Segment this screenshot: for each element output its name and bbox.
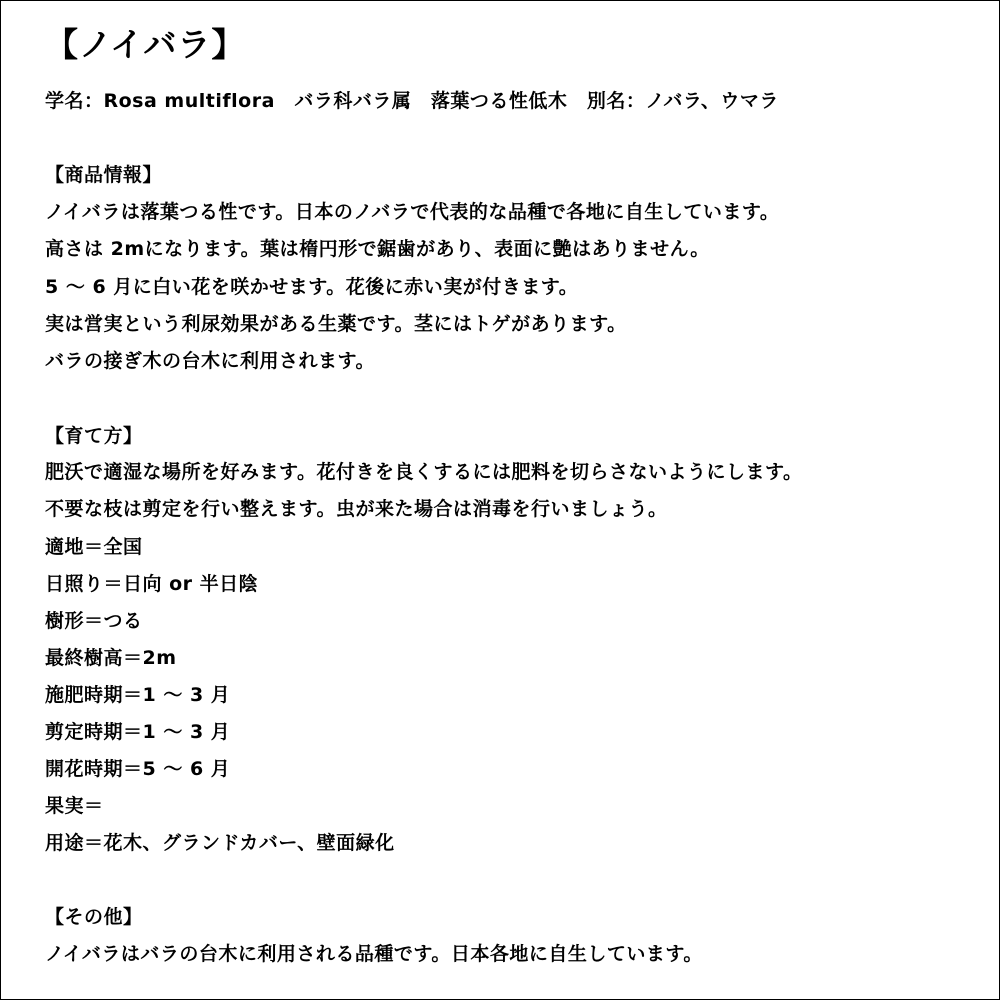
care-line: 肥沃で適湿な場所を好みます。花付きを良くするには肥料を切らさないようにします。: [45, 461, 803, 483]
other-heading: 【その他】: [45, 906, 143, 928]
care-flowering-period: 開花時期＝5 ～ 6 月: [45, 758, 231, 780]
scientific-name-line: 学名：Rosa multiflora バラ科バラ属 落葉つる性低木 別名：ノバラ、ウマラ: [45, 90, 779, 112]
care-sunlight: 日照り＝日向 or 半日陰: [45, 573, 259, 595]
other-line: ノイバラはバラの台木に利用される品種です。日本各地に自生しています。: [45, 943, 703, 965]
product-info-line: 5 ～ 6 月に白い花を咲かせます。花後に赤い実が付きます。: [45, 276, 579, 298]
care-fruit: 果実＝: [45, 795, 104, 817]
care-fertilizing-period: 施肥時期＝1 ～ 3 月: [45, 684, 231, 706]
product-info-line: 高さは 2mになります。葉は楕円形で鋸歯があり、表面に艶はありません。: [45, 238, 710, 260]
care-tree-form: 樹形＝つる: [45, 610, 143, 632]
care-final-height: 最終樹高＝2m: [45, 647, 177, 669]
page-title: 【ノイバラ】: [45, 25, 246, 64]
product-info-line: バラの接ぎ木の台木に利用されます。: [45, 350, 375, 372]
product-info-heading: 【商品情報】: [45, 164, 163, 186]
product-info-line: ノイバラは落葉つる性です。日本のノバラで代表的な品種で各地に自生しています。: [45, 201, 780, 223]
care-line: 不要な枝は剪定を行い整えます。虫が来た場合は消毒を行いましょう。: [45, 498, 668, 520]
care-pruning-period: 剪定時期＝1 ～ 3 月: [45, 721, 231, 743]
care-heading: 【育て方】: [45, 425, 143, 447]
care-uses: 用途＝花木、グランドカバー、壁面緑化: [45, 832, 395, 854]
care-suitable-region: 適地＝全国: [45, 536, 143, 558]
product-info-line: 実は営実という利尿効果がある生薬です。茎にはトゲがあります。: [45, 313, 627, 335]
